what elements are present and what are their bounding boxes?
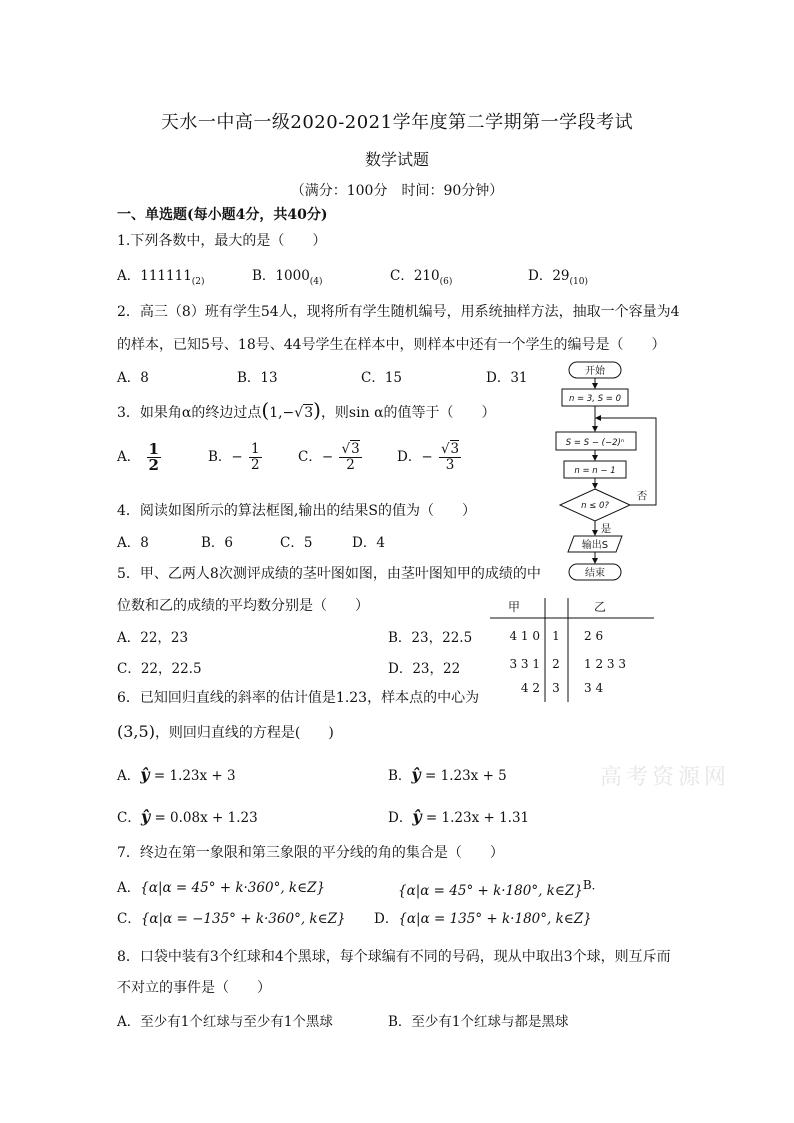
stem-leaf-right-header: 乙 [593,600,607,614]
stem-leaf-row-1-stem: 1 [552,629,560,643]
q6-line2-rest: ，则回归直线的方程是( ) [154,725,334,741]
q3-option-a [117,442,163,473]
q7-option-a: A．{α|α = 45° + k·360°, k∈Z} [117,880,326,896]
flow-calc-label: S = S − (−2)ⁿ [565,438,625,448]
stem-leaf-row-1-left: 4 1 0 [509,629,540,643]
q1-c-value: 210 [413,268,440,284]
q5-option-b: B．23，22.5 [388,630,473,646]
q1-c-base: (6) [439,277,453,287]
q3-c-fraction: $\frac{√3}{2}$ [341,441,360,473]
q1-option-b [252,264,323,287]
q6-option-a: A．ŷ = 1.23x + 3 [117,765,236,784]
q4-option-a: A．8 [117,535,149,551]
stem-leaf-row-3-stem: 3 [552,681,560,695]
q2-option-c: C．15 [361,370,403,386]
q8-line1: 8．口袋中装有3个红球和4个黑球，每个球编有不同的号码，现从中取出3个球，则互斥而 [117,949,671,965]
q3-point-open: ( [261,398,270,422]
flow-no-label: 否 [636,490,648,502]
q3-option-d: D．− $\frac{√3}{3}$ [397,441,460,473]
stem-leaf-left-header: 甲 [507,600,521,614]
flow-dec-label: n = n − 1 [574,466,616,476]
q3-d-fraction: $\frac{√3}{3}$ [440,441,460,473]
q4-option-c: C．5 [280,535,313,551]
q3-option-b: B．− $\frac{1}{2}$ [208,441,260,473]
q5-line1: 5．甲、乙两人8次测评成绩的茎叶图如图，由茎叶图知甲的成绩的中 [117,566,541,582]
q4-stem: 4．阅读如图所示的算法框图,输出的结果S的值为（ ） [117,503,476,519]
stem-leaf-row-3-right: 3 4 [584,681,604,695]
watermark: 高考资源网 [600,765,731,790]
q4-option-d: D．4 [352,535,385,551]
q3-a-label: A． [117,449,141,465]
q1-a-base: (2) [191,277,205,287]
q1-option-d [528,264,588,287]
q6-line1: 6．已知回归直线的斜率的估计值是1.23，样本点的中心为 [117,690,480,706]
q3-b-label: B． [208,449,232,465]
q8-line2: 不对立的事件是（ ） [117,980,271,996]
exam-subtitle: 数学试题 [364,150,429,169]
q5-option-c: C．22，22.5 [117,661,202,677]
q3-point-sqrt: 3 [304,405,314,421]
q2-option-d: D．31 [486,370,528,386]
stem-leaf-plot [488,596,658,706]
flow-end-label: 结束 [585,568,605,579]
algorithm-flowchart [548,356,698,586]
q1-b-label: B． [252,268,276,284]
q8-option-b: B．至少有1个红球与都是黑球 [388,1014,569,1030]
q7-option-d: D．{α|α = 135° + k·180°, k∈Z} [374,911,592,927]
q8-option-a: A．至少有1个红球与至少有1个黑球 [117,1014,333,1030]
q7-option-b: {α|α = 45° + k·180°, k∈Z}B． [398,878,604,899]
q1-c-label: C． [390,268,414,284]
q2-option-b: B．13 [237,370,278,386]
q7-stem: 7．终边在第一象限和第三象限的平分线的角的集合是（ ） [117,845,504,861]
q6-option-b: B．ŷ = 1.23x + 5 [388,765,507,784]
q3-point-body: 1,− [269,405,295,421]
q1-d-label: D． [528,268,553,284]
stem-leaf-row-2-stem: 2 [552,657,560,671]
q3-point-close: ) [313,398,321,422]
q1-b-base: (4) [309,277,323,287]
section-heading: 一、单选题(每小题4分，共40分) [117,207,328,223]
q1-d-value: 29 [552,268,570,284]
q5-line2: 位数和乙的成绩的平均数分别是（ ） [117,598,369,614]
q2-line2: 的样本，已知5号、18号、44号学生在样本中，则样本中还有一个学生的编号是（ ） [117,337,666,353]
flow-start-label: 开始 [585,366,605,377]
q5-option-d: D．23，22 [388,661,461,677]
q5-option-a: A．22，23 [117,630,189,646]
stem-leaf-row-2-right: 1 2 3 3 [584,657,626,671]
q1-option-a [117,264,205,287]
q4-option-b: B．6 [201,535,234,551]
q6-option-c: C．ŷ = 0.08x + 1.23 [117,807,258,826]
q3-c-label: C． [298,449,322,465]
flow-yes-label: 是 [600,523,612,535]
q6-option-d: D．ŷ = 1.23x + 1.31 [388,807,530,826]
q6-line2 [117,722,334,742]
q3-pre: 3．如果角α的终边过点 [117,405,262,421]
stem-leaf-row-3-left: 4 2 [520,681,540,695]
q3-d-label: D． [397,449,422,465]
q3-stem: 3．如果角α的终边过点(1,−√3)，则sin α的值等于（ ） [117,398,496,422]
q2-line1: 2．高三（8）班有学生54人，现将所有学生随机编号，用系统抽样方法，抽取一个容量为4 [117,304,680,320]
q1-d-base: (10) [569,277,588,287]
q1-stem: 1.下列各数中，最大的是（ ） [117,233,327,249]
q1-a-label: A． [117,268,141,284]
stem-leaf-row-1-right: 2 6 [584,629,604,643]
q1-option-c [390,264,452,287]
q2-option-a: A．8 [117,370,149,386]
flow-init-label: n = 3, S = 0 [568,394,622,404]
exam-meta: （满分：100分 时间：90分钟） [290,183,504,199]
q6-point: (3,5) [117,722,155,741]
stem-leaf-row-2-left: 3 3 1 [509,657,540,671]
q3-b-fraction: $\frac{1}{2}$ [251,441,260,473]
q7-option-c: C．{α|α = −135° + k·360°, k∈Z} [117,911,346,927]
q1-a-value: 111111 [140,268,192,284]
q3-post: ，则sin α的值等于（ ） [320,405,496,421]
flow-cond-label: n ≤ 0? [581,501,609,511]
flow-output-label: 输出S [581,540,609,551]
q3-a-fraction: $\frac{1}{2}$ [148,440,159,474]
q3-option-c: C．− $\frac{√3}{2}$ [298,441,360,473]
exam-title: 天水一中高一级2020-2021学年度第二学期第一学段考试 [160,112,634,133]
q1-b-value: 1000 [275,268,310,284]
